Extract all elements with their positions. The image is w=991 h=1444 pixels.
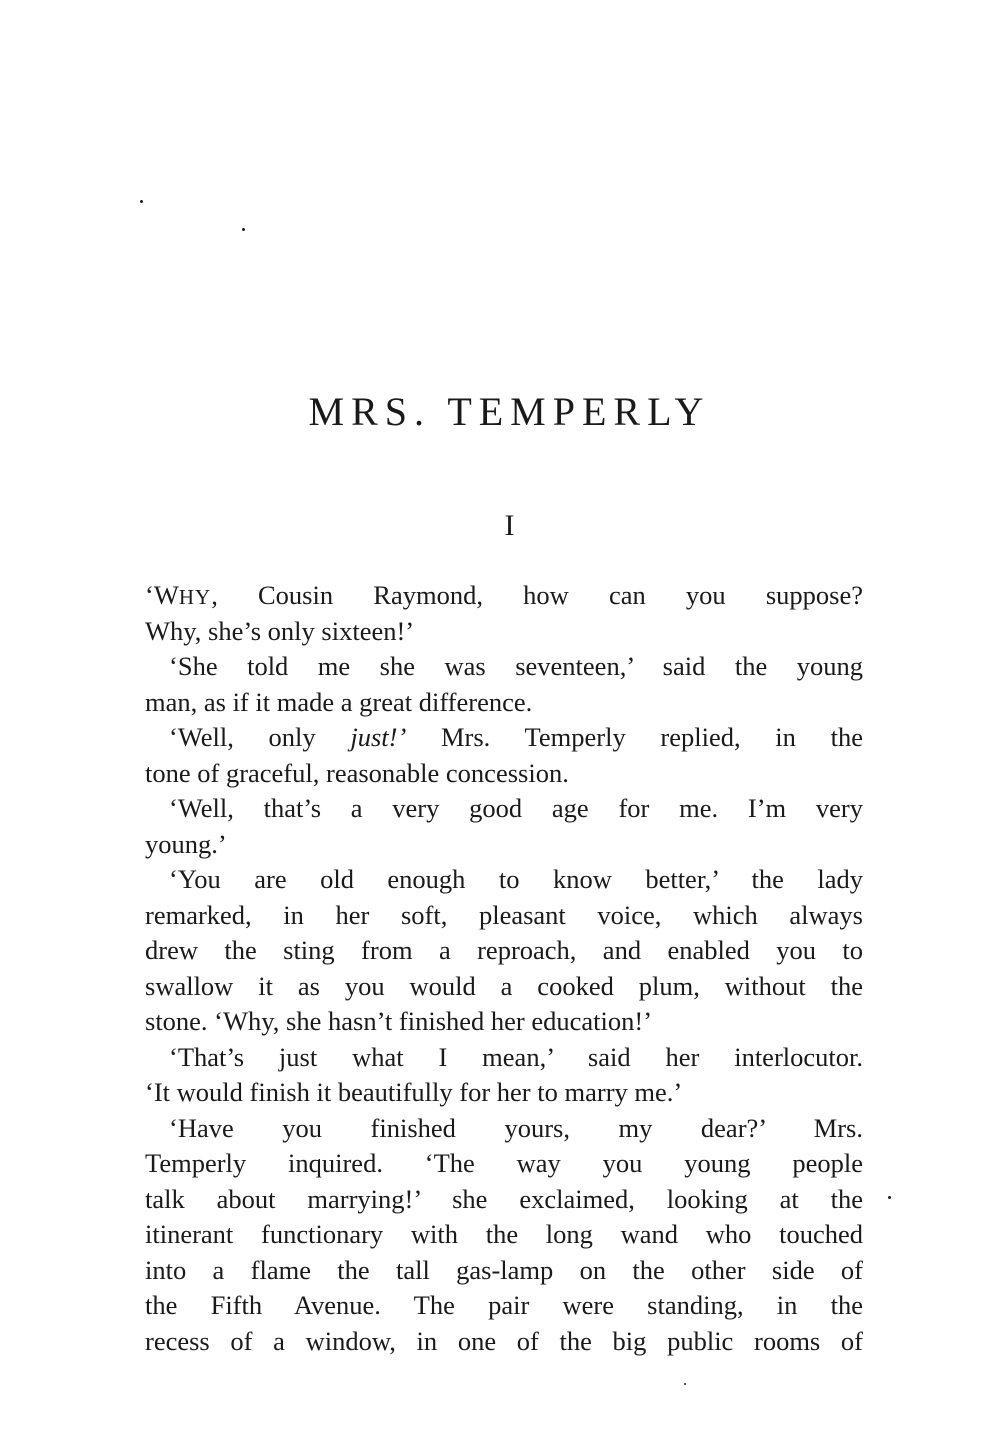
text-line: ‘It would finish it beautifully for her to marry me.’ [145, 1077, 683, 1107]
story-body [145, 578, 863, 1359]
text-line: talk about marrying!’ she exclaimed, looking at the [145, 1183, 863, 1214]
text-line: ‘Well, that’s a very good age for me. I’m very [169, 793, 863, 823]
text-line: ‘Have you finished yours, my dear?’ Mrs. [169, 1112, 863, 1143]
text-line: ‘She told me she was seventeen,’ said the young [169, 651, 863, 681]
text-line: ‘Well, only just!’ Mrs. Temperly replied, in the [169, 722, 863, 752]
text-line: man, as if it made a great difference. [145, 686, 533, 717]
print-speck [888, 1196, 891, 1199]
text-line: swallow it as you would a cooked plum, without the [145, 970, 863, 1001]
text-line: ‘You are old enough to know better,’ the lady [169, 864, 863, 894]
text-line: recess of a window, in one of the big public rooms of [145, 1325, 863, 1356]
text-line: remarked, in her soft, pleasant voice, which always [145, 899, 863, 930]
text-line: Temperly inquired. ‘The way you young people [145, 1148, 863, 1178]
text-line: drew the sting from a reproach, and enabled you to [145, 935, 863, 965]
text-line: young.’ [145, 828, 227, 859]
text-line: ‘WHY, Cousin Raymond, how can you suppose? [145, 580, 863, 610]
story-title: MRS. TEMPERLY [308, 389, 711, 434]
text-line: stone. ‘Why, she hasn’t finished her education!’ [145, 1006, 653, 1036]
text-line: the Fifth Avenue. The pair were standing, in the [145, 1290, 863, 1320]
print-speck [140, 200, 143, 203]
print-speck [684, 1383, 686, 1385]
print-speck [242, 228, 245, 231]
text-line: itinerant functionary with the long wand who touched [145, 1219, 863, 1249]
text-line: tone of graceful, reasonable concession. [145, 757, 569, 788]
text-line: Why, she’s only sixteen!’ [145, 615, 415, 646]
chapter-number: I [504, 509, 515, 542]
text-line: ‘That’s just what I mean,’ said her interlocutor. [169, 1041, 863, 1072]
text-line: into a flame the tall gas-lamp on the other side of [145, 1254, 863, 1285]
